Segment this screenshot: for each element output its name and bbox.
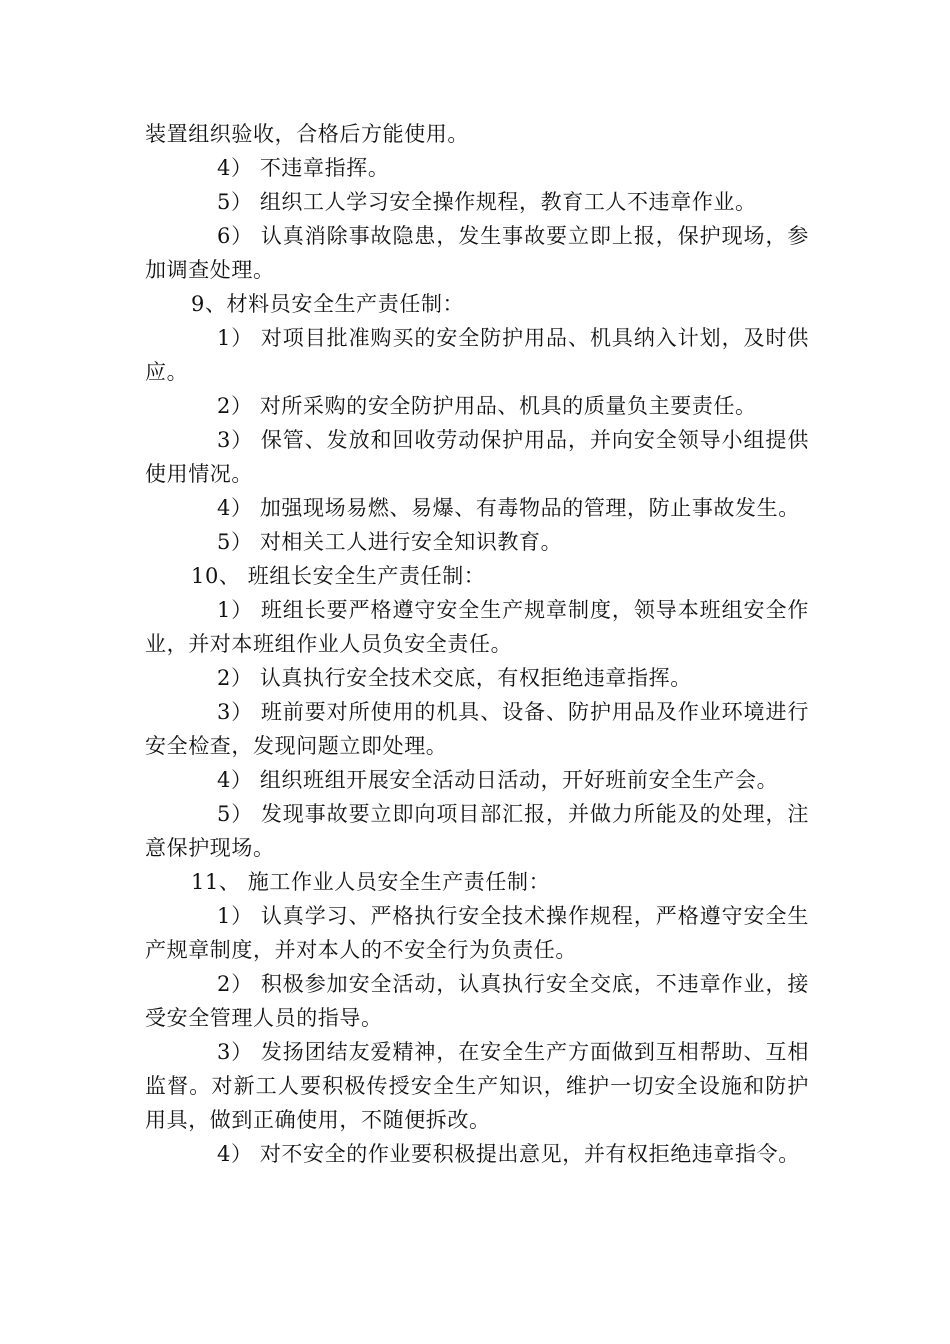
list-item: 5） 对相关工人进行安全知识教育。	[217, 530, 563, 554]
list-item: 4） 组织班组开展安全活动日活动，开好班前安全生产会。	[217, 768, 779, 792]
list-item: 5） 发现事故要立即向项目部汇报，并做力所能及的处理，注意保护现场。	[145, 802, 809, 860]
section-heading: 10、 班组长安全生产责任制：	[191, 564, 486, 588]
list-item: 4） 加强现场易燃、易爆、有毒物品的管理，防止事故发生。	[217, 496, 800, 520]
list-item: 1） 认真学习、严格执行安全技术操作规程，严格遵守安全生产规章制度，并对本人的不安全行为负责任。	[145, 904, 809, 962]
list-item: 1） 对项目批准购买的安全防护用品、机具纳入计划，及时供应。	[145, 326, 809, 384]
list-item: 2） 对所采购的安全防护用品、机具的质量负主要责任。	[217, 394, 757, 418]
list-item: 3） 保管、发放和回收劳动保护用品，并向安全领导小组提供使用情况。	[145, 428, 809, 486]
list-item: 3） 班前要对所使用的机具、设备、防护用品及作业环境进行安全检查，发现问题立即处理。	[145, 700, 809, 758]
list-item: 5） 组织工人学习安全操作规程，教育工人不违章作业。	[217, 190, 757, 214]
section-heading: 9、材料员安全生产责任制：	[191, 292, 465, 316]
list-item: 2） 认真执行安全技术交底，有权拒绝违章指挥。	[217, 666, 692, 690]
list-item: 4） 不违章指挥。	[217, 156, 390, 180]
list-item: 3） 发扬团结友爱精神，在安全生产方面做到互相帮助、互相监督。对新工人要积极传授安全生产知识，维护一切安全设施和防护用具，做到正确使用，不随便拆改。	[145, 1040, 809, 1132]
paragraph-continuation: 装置组织验收，合格后方能使用。	[145, 122, 469, 146]
section-heading: 11、 施工作业人员安全生产责任制：	[191, 870, 551, 894]
list-item: 2） 积极参加安全活动，认真执行安全交底，不违章作业，接受安全管理人员的指导。	[145, 972, 809, 1030]
list-item: 1） 班组长要严格遵守安全生产规章制度，领导本班组安全作业，并对本班组作业人员负安全责任。	[145, 598, 809, 656]
document-body	[145, 117, 809, 1171]
list-item: 6） 认真消除事故隐患，发生事故要立即上报，保护现场，参加调查处理。	[145, 224, 809, 282]
list-item: 4） 对不安全的作业要积极提出意见，并有权拒绝违章指令。	[217, 1142, 800, 1166]
